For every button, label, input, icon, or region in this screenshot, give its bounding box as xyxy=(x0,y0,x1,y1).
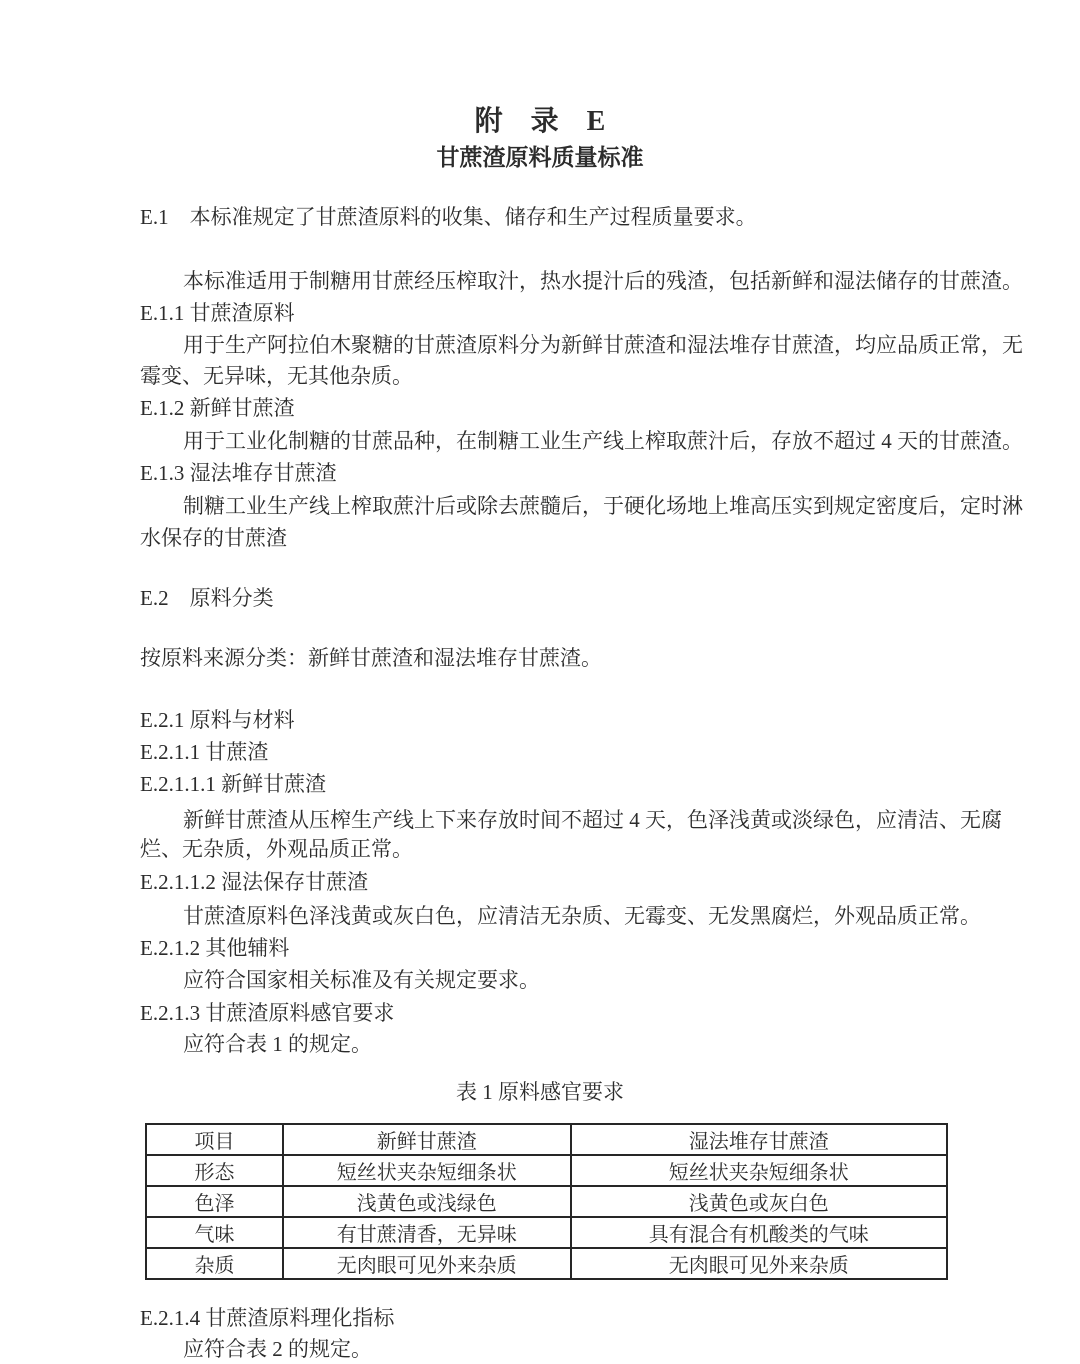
clause-e1: E.1 本标准规定了甘蔗渣原料的收集、储存和生产过程质量要求。 xyxy=(140,205,757,229)
heading-e2-1-1-2: E.2.1.1.2 湿法保存甘蔗渣 xyxy=(140,870,369,894)
heading-e2-1-2: E.2.1.2 其他辅料 xyxy=(140,936,290,960)
para-e12-line1: 用于工业化制糖的甘蔗品种，在制糖工业生产线上榨取蔗汁后，存放不超过 4 天的甘蔗渣。 xyxy=(183,429,1023,453)
heading-e1-3: E.1.3 湿法堆存甘蔗渣 xyxy=(140,461,337,485)
heading-e2: E.2 原料分类 xyxy=(140,586,274,610)
appendix-title: 附 录 E xyxy=(474,106,606,137)
table-cell: 杂质 xyxy=(146,1248,283,1279)
table-cell: 形态 xyxy=(146,1155,283,1186)
table-cell: 色泽 xyxy=(146,1186,283,1217)
document-subtitle: 甘蔗渣原料质量标准 xyxy=(436,145,644,170)
table-cell: 短丝状夹杂短细条状 xyxy=(283,1155,571,1186)
para-e212-line1: 应符合国家相关标准及有关规定要求。 xyxy=(183,968,540,992)
table-header-cell: 湿法堆存甘蔗渣 xyxy=(571,1124,947,1155)
para-e213-line1: 应符合表 1 的规定。 xyxy=(183,1032,372,1056)
para-e2112-line1: 甘蔗渣原料色泽浅黄或灰白色，应清洁无杂质、无霉变、无发黑腐烂，外观品质正常。 xyxy=(183,904,981,928)
table-row xyxy=(146,1155,947,1186)
table-cell: 气味 xyxy=(146,1217,283,1248)
para-e13-line2: 水保存的甘蔗渣 xyxy=(140,526,287,550)
para-e2111-line2: 烂、无杂质，外观品质正常。 xyxy=(140,837,413,861)
para-scope: 本标准适用于制糖用甘蔗经压榨取汁，热水提汁后的残渣，包括新鲜和湿法储存的甘蔗渣。 xyxy=(183,269,1023,293)
heading-e2-1-1-1: E.2.1.1.1 新鲜甘蔗渣 xyxy=(140,772,327,796)
table-cell: 无肉眼可见外来杂质 xyxy=(283,1248,571,1279)
para-e2-classification: 按原料来源分类：新鲜甘蔗渣和湿法堆存甘蔗渣。 xyxy=(140,646,602,670)
table-header-cell: 项目 xyxy=(146,1124,283,1155)
para-e2111-line1: 新鲜甘蔗渣从压榨生产线上下来存放时间不超过 4 天，色泽浅黄或淡绿色，应清洁、无腐 xyxy=(183,808,1002,832)
table-row xyxy=(146,1186,947,1217)
heading-e2-1-1: E.2.1.1 甘蔗渣 xyxy=(140,740,269,764)
para-e214-line1: 应符合表 2 的规定。 xyxy=(183,1337,372,1361)
table-cell: 无肉眼可见外来杂质 xyxy=(571,1248,947,1279)
table-row xyxy=(146,1248,947,1279)
table-cell: 具有混合有机酸类的气味 xyxy=(571,1217,947,1248)
table-cell: 短丝状夹杂短细条状 xyxy=(571,1155,947,1186)
table-cell: 有甘蔗清香，无异味 xyxy=(283,1217,571,1248)
heading-e2-1-3: E.2.1.3 甘蔗渣原料感官要求 xyxy=(140,1001,395,1025)
table-header-row xyxy=(146,1124,947,1155)
para-e11-line2: 霉变、无异味，无其他杂质。 xyxy=(140,364,413,388)
para-e13-line1: 制糖工业生产线上榨取蔗汁后或除去蔗髓后，于硬化场地上堆高压实到规定密度后，定时淋 xyxy=(183,494,1023,518)
table-header-cell: 新鲜甘蔗渣 xyxy=(283,1124,571,1155)
para-e11-line1: 用于生产阿拉伯木聚糖的甘蔗渣原料分为新鲜甘蔗渣和湿法堆存甘蔗渣，均应品质正常，无 xyxy=(183,333,1023,357)
table-cell: 浅黄色或灰白色 xyxy=(571,1186,947,1217)
sensory-requirements-table xyxy=(145,1123,948,1280)
heading-e2-1-4: E.2.1.4 甘蔗渣原料理化指标 xyxy=(140,1306,395,1330)
table1-caption: 表 1 原料感官要求 xyxy=(456,1080,624,1104)
table-cell: 浅黄色或浅绿色 xyxy=(283,1186,571,1217)
table-row xyxy=(146,1217,947,1248)
heading-e2-1: E.2.1 原料与材料 xyxy=(140,708,295,732)
heading-e1-2: E.1.2 新鲜甘蔗渣 xyxy=(140,396,295,420)
heading-e1-1: E.1.1 甘蔗渣原料 xyxy=(140,301,295,325)
